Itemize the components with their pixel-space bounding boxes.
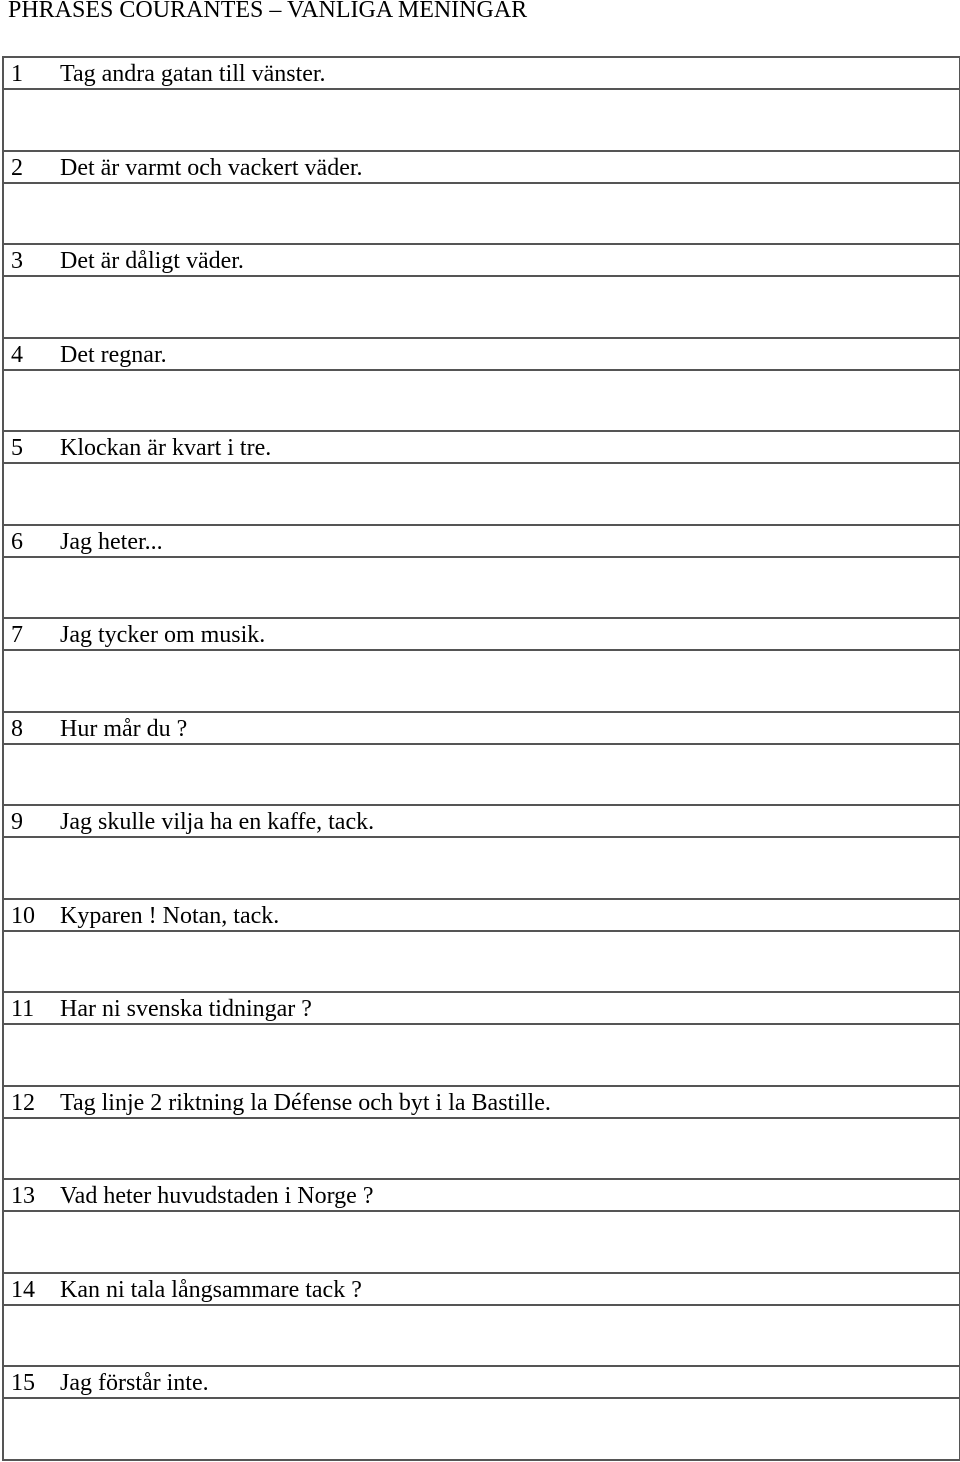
table-row: [4, 1274, 959, 1368]
answer-space[interactable]: [4, 277, 959, 337]
phrase-number: 12: [11, 1089, 35, 1116]
answer-space[interactable]: [4, 558, 959, 618]
table-row: [4, 1087, 959, 1181]
phrase-line: [4, 1367, 959, 1399]
answer-space[interactable]: [4, 1399, 959, 1459]
phrase-text: Det är varmt och vackert väder.: [60, 154, 363, 181]
phrase-number: 3: [11, 248, 23, 274]
phrase-text: Det är dåligt väder.: [60, 248, 244, 274]
table-row: [4, 806, 959, 900]
phrase-number: 6: [11, 528, 23, 555]
phrase-text: Kan ni tala långsammare tack ?: [60, 1276, 362, 1303]
phrase-text: Kyparen ! Notan, tack.: [60, 902, 280, 929]
phrase-text: Klockan är kvart i tre.: [60, 435, 272, 461]
phrase-text: Det regnar.: [60, 341, 167, 368]
phrase-text: Jag tycker om musik.: [60, 622, 266, 648]
phrase-line: [4, 713, 959, 745]
answer-space[interactable]: [4, 651, 959, 711]
phrase-number: 10: [11, 902, 35, 929]
phrase-number: 5: [11, 435, 23, 461]
phrase-line: [4, 806, 959, 838]
phrase-number: 4: [11, 341, 23, 368]
phrase-line: [4, 619, 959, 651]
answer-space[interactable]: [4, 184, 959, 244]
table-row: [4, 152, 959, 246]
answer-space[interactable]: [4, 745, 959, 805]
phrase-number: 9: [11, 809, 23, 835]
phrase-text: Har ni svenska tidningar ?: [60, 996, 312, 1022]
table-row: [4, 1367, 959, 1461]
answer-space[interactable]: [4, 838, 959, 898]
phrase-text: Tag linje 2 riktning la Défense och byt i la Bastille.: [60, 1089, 551, 1116]
phrase-line: [4, 432, 959, 464]
table-row: [4, 526, 959, 620]
table-row: [4, 245, 959, 339]
phrase-line: [4, 245, 959, 277]
table-row: [4, 900, 959, 994]
phrase-line: [4, 58, 959, 90]
phrase-line: [4, 1180, 959, 1212]
answer-space[interactable]: [4, 1306, 959, 1366]
phrase-line: [4, 152, 959, 184]
page-title: PHRASES COURANTES – VANLIGA MENINGAR: [8, 0, 528, 23]
answer-space[interactable]: [4, 90, 959, 150]
phrase-line: [4, 993, 959, 1025]
answer-space[interactable]: [4, 1119, 959, 1179]
answer-space[interactable]: [4, 464, 959, 524]
phrase-text: Jag heter...: [60, 528, 163, 555]
phrase-text: Vad heter huvudstaden i Norge ?: [60, 1183, 374, 1209]
answer-space[interactable]: [4, 371, 959, 431]
table-row: [4, 432, 959, 526]
phrase-number: 1: [11, 61, 23, 87]
answer-space[interactable]: [4, 1212, 959, 1272]
table-row: [4, 339, 959, 433]
phrase-table: [2, 56, 960, 1461]
table-row: [4, 619, 959, 713]
table-row: [4, 58, 959, 152]
phrase-number: 14: [11, 1276, 35, 1303]
table-row: [4, 1180, 959, 1274]
phrase-text: Tag andra gatan till vänster.: [60, 61, 326, 87]
phrase-number: 13: [11, 1183, 35, 1209]
phrase-number: 11: [11, 996, 35, 1022]
phrase-line: [4, 526, 959, 558]
phrase-line: [4, 900, 959, 932]
phrase-line: [4, 1087, 959, 1119]
phrase-text: Jag skulle vilja ha en kaffe, tack.: [60, 809, 375, 835]
table-row: [4, 993, 959, 1087]
phrase-number: 15: [11, 1370, 35, 1396]
phrase-number: 2: [11, 154, 23, 181]
phrase-text: Jag förstår inte.: [60, 1370, 209, 1396]
table-row: [4, 713, 959, 807]
phrase-line: [4, 339, 959, 371]
phrase-text: Hur mår du ?: [60, 715, 188, 742]
phrase-number: 7: [11, 622, 23, 648]
phrase-line: [4, 1274, 959, 1306]
answer-space[interactable]: [4, 1025, 959, 1085]
answer-space[interactable]: [4, 932, 959, 992]
phrase-number: 8: [11, 715, 23, 742]
